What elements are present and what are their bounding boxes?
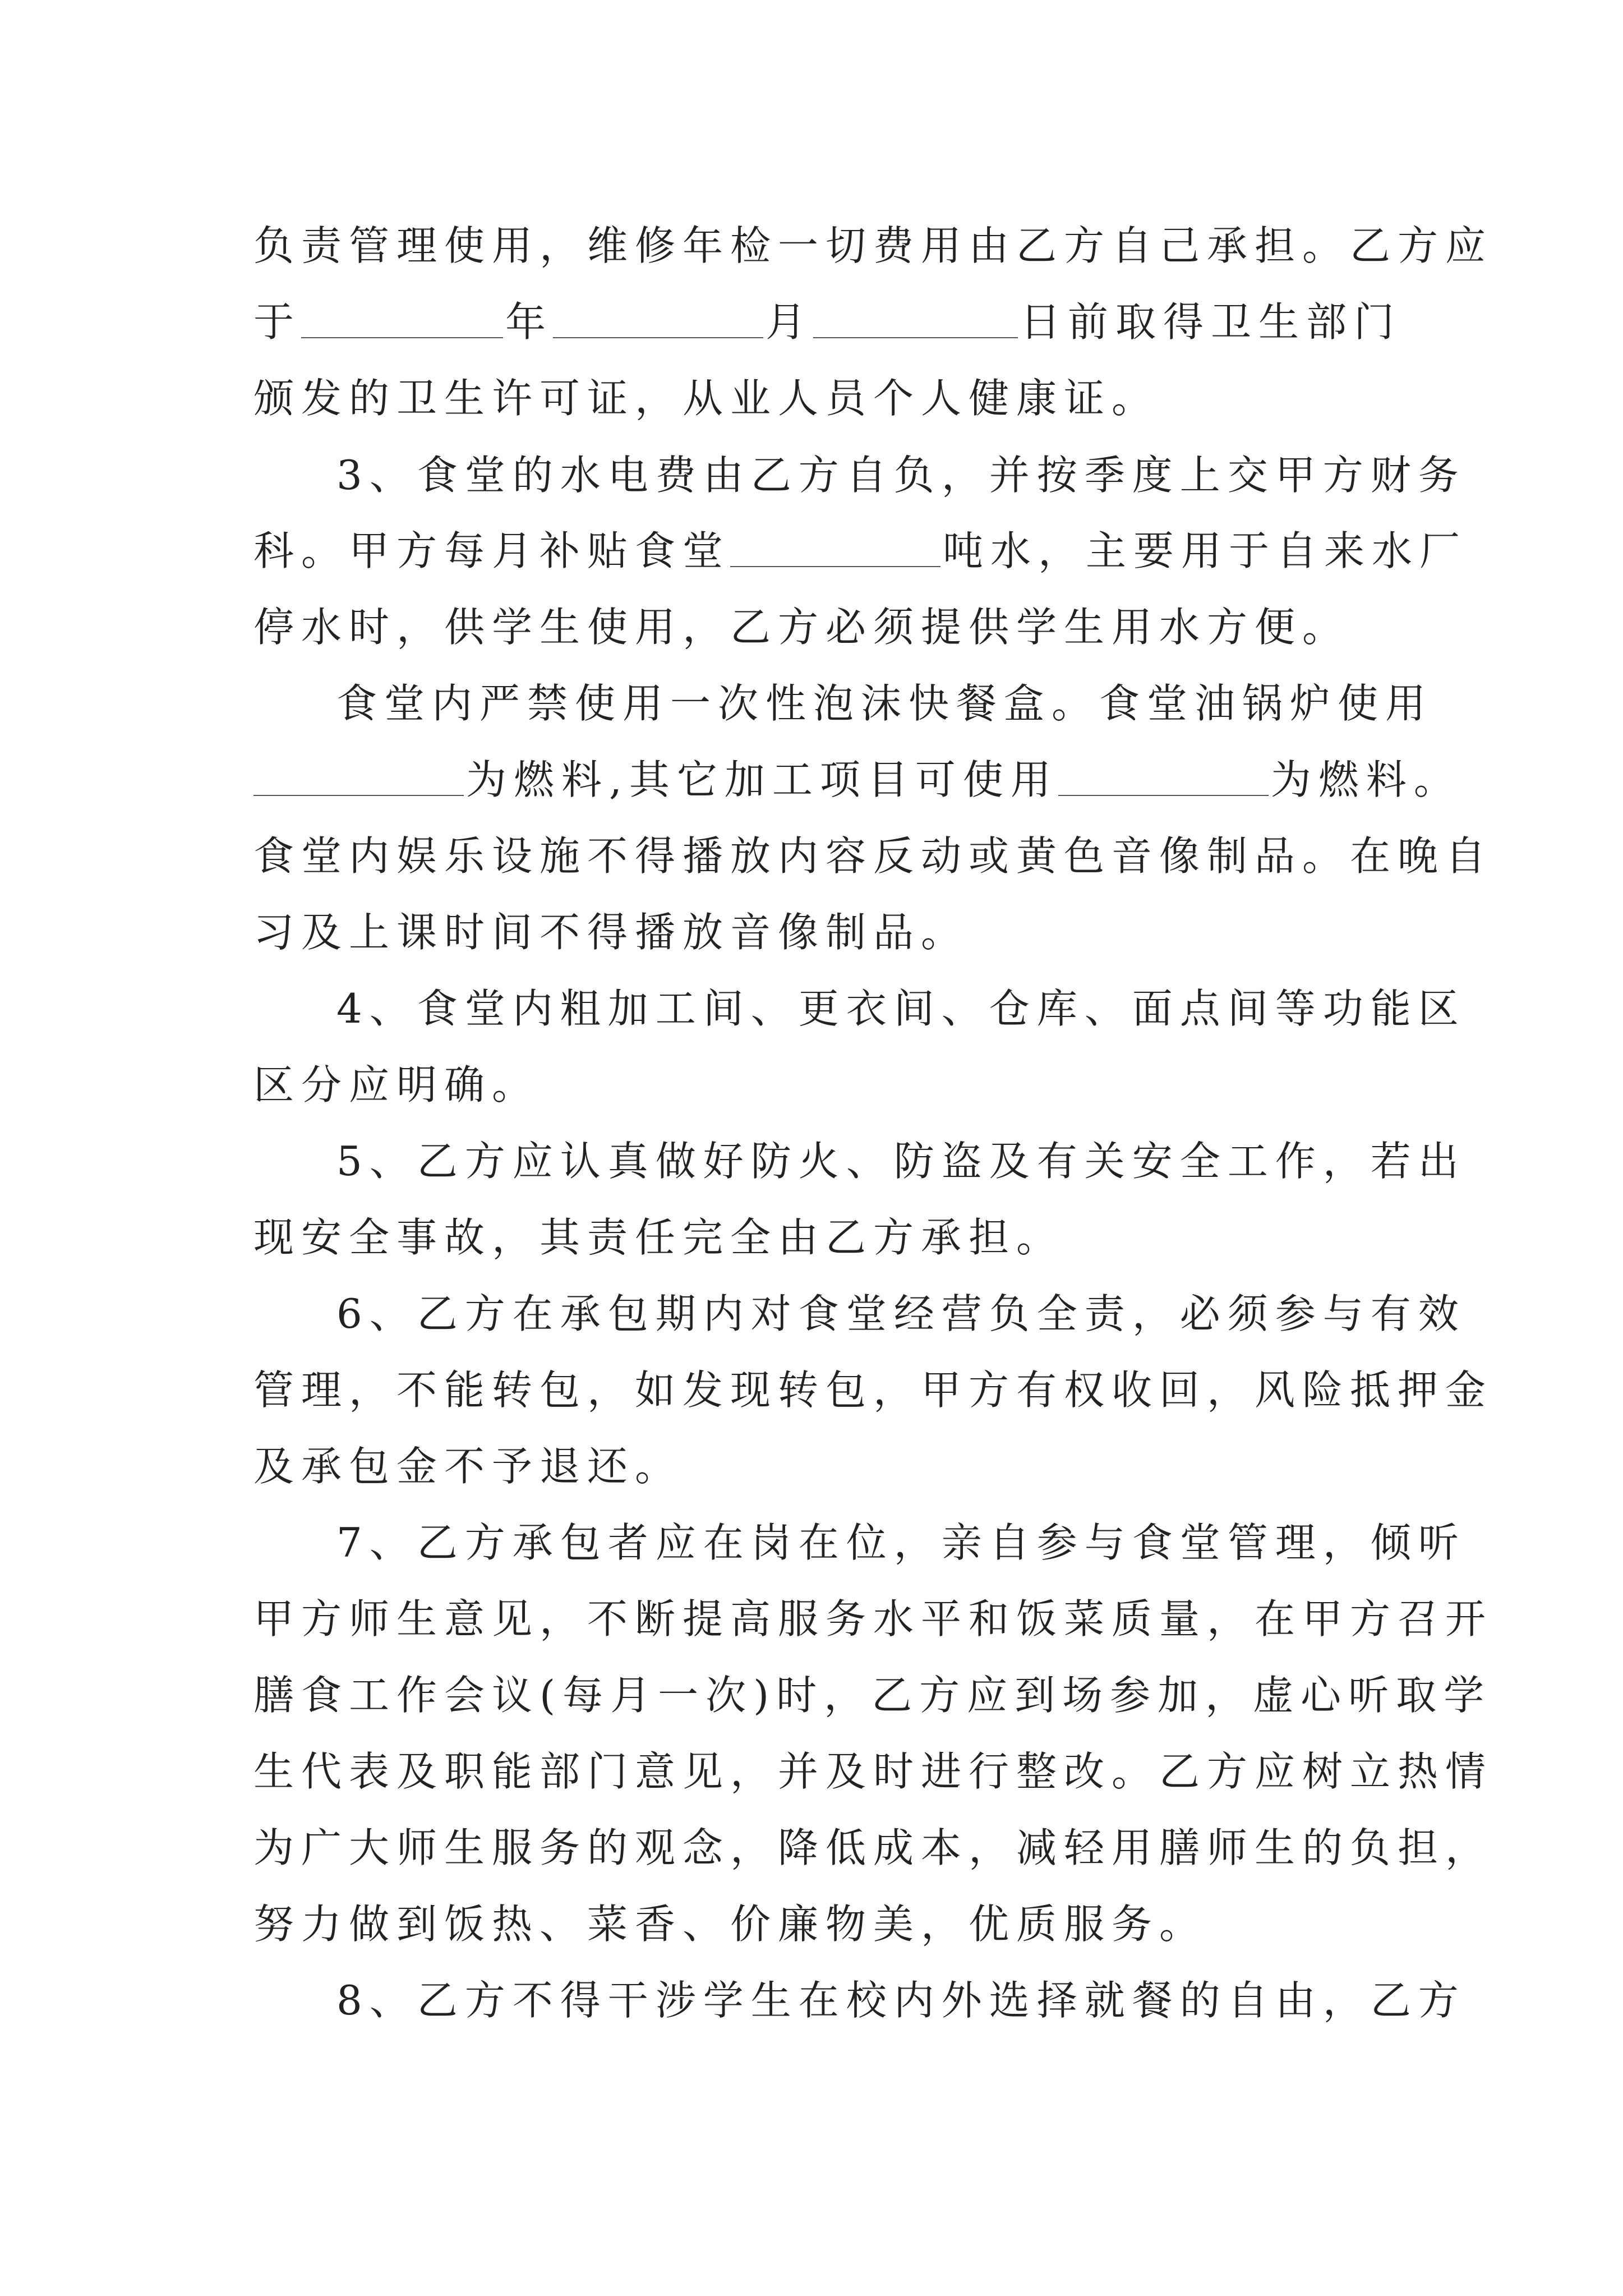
text-fragment: 月 xyxy=(766,298,814,346)
text-line: 6、乙方在承包期内对食堂经营负全责，必须参与有效 xyxy=(336,1290,1466,1337)
text-fragment: 为燃料,其它加工项目可使用 xyxy=(466,756,1058,803)
text-line: 5、乙方应认真做好防火、防盗及有关安全工作，若出 xyxy=(336,1138,1466,1185)
text-line: 及承包金不予退还。 xyxy=(253,1443,683,1490)
blank-field xyxy=(301,303,503,338)
text-fragment: 于 xyxy=(253,298,302,346)
text-line: 食堂内严禁使用一次性泡沫快餐盒。食堂油锅炉使用 xyxy=(336,680,1433,727)
blank-field xyxy=(730,532,940,567)
text-line-water xyxy=(253,517,1468,585)
text-line: 4、食堂内粗加工间、更衣间、仓库、面点间等功能区 xyxy=(336,985,1466,1032)
blank-field xyxy=(813,303,1018,338)
text-line: 负责管理使用，维修年检一切费用由乙方自己承担。乙方应 xyxy=(253,222,1493,269)
text-line: 现安全事故，其责任完全由乙方承担。 xyxy=(253,1214,1064,1261)
text-fragment: 为燃料。 xyxy=(1270,756,1461,803)
text-line: 颁发的卫生许可证，从业人员个人健康证。 xyxy=(253,375,1160,422)
text-line: 甲方师生意见，不断提高服务水平和饭菜质量，在甲方召开 xyxy=(253,1595,1493,1642)
text-line: 3、食堂的水电费由乙方自负，并按季度上交甲方财务 xyxy=(336,452,1466,499)
text-fragment: 日前取得卫生部门 xyxy=(1020,298,1402,346)
blank-field xyxy=(1058,761,1269,796)
text-line: 7、乙方承包者应在岗在位，亲自参与食堂管理，倾听 xyxy=(336,1519,1466,1566)
text-line: 膳食工作会议(每月一次)时，乙方应到场参加，虚心听取学 xyxy=(253,1672,1492,1719)
text-fragment: 吨水，主要用于自来水厂 xyxy=(943,527,1468,574)
text-fragment: 年 xyxy=(505,298,554,346)
text-line: 8、乙方不得干涉学生在校内外选择就餐的自由，乙方 xyxy=(336,1977,1466,2024)
text-line-date xyxy=(253,288,1402,356)
text-line: 为广大师生服务的观念，降低成本，减轻用膳师生的负担， xyxy=(253,1824,1493,1871)
text-line: 生代表及职能部门意见，并及时进行整改。乙方应树立热情 xyxy=(253,1748,1493,1795)
blank-field xyxy=(253,761,464,796)
text-line: 努力做到饭热、菜香、价廉物美，优质服务。 xyxy=(253,1901,1207,1948)
text-line-fuel xyxy=(253,746,1461,813)
text-line: 管理，不能转包，如发现转包，甲方有权收回，风险抵押金 xyxy=(253,1366,1493,1414)
blank-field xyxy=(553,303,763,338)
text-fragment: 科。甲方每月补贴食堂 xyxy=(253,527,731,574)
text-line: 区分应明确。 xyxy=(253,1061,540,1108)
text-line: 习及上课时间不得播放音像制品。 xyxy=(253,909,969,956)
text-line: 停水时，供学生使用，乙方必须提供学生用水方便。 xyxy=(253,604,1350,651)
text-line: 食堂内娱乐设施不得播放内容反动或黄色音像制品。在晚自 xyxy=(253,832,1493,880)
